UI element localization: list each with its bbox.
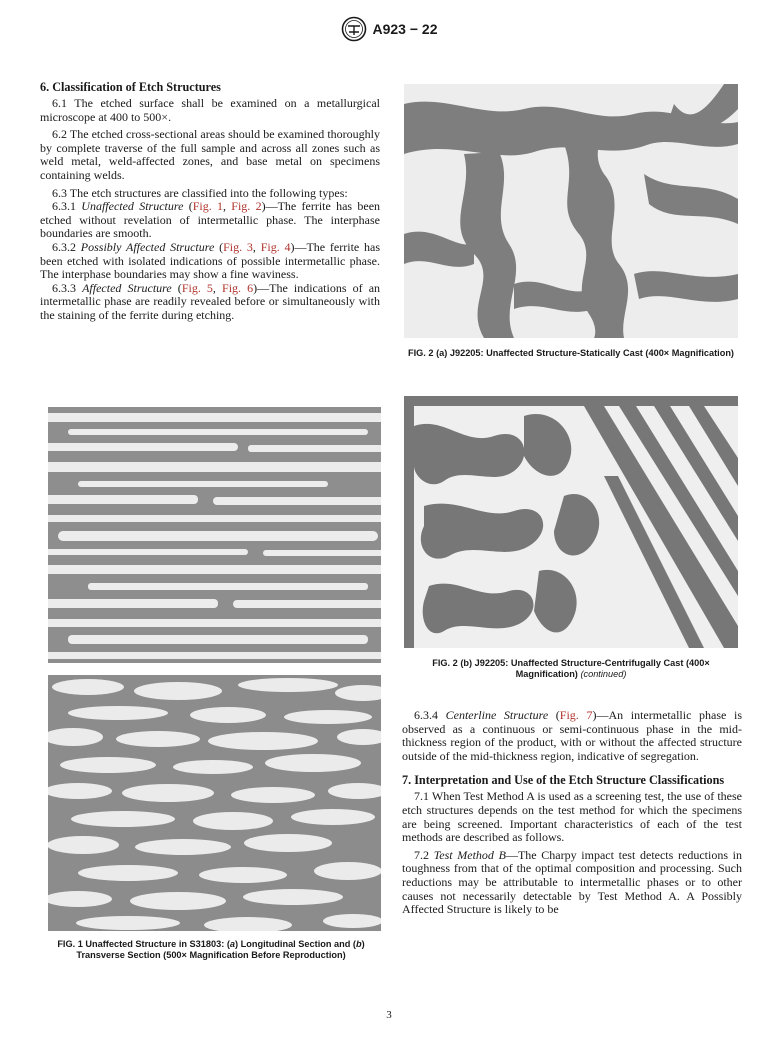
paragraph-6-1: 6.1 The etched surface shall be examined on a metallurgical microscope at 400 to 500×.: [40, 96, 380, 124]
fig-2a-micrograph: [404, 84, 738, 338]
fig-6-link[interactable]: Fig. 6: [222, 280, 254, 295]
paragraph-6-2: 6.2 The etched cross-sectional areas should be examined thoroughly by complete traverse of the full sample and across all zones such as weld metal, weld-affected zones, and base metal on specimens containing welds.: [40, 127, 380, 182]
fig-2a-caption: FIG. 2 (a) J92205: Unaffected Structure-Statically Cast (400× Magnification): [408, 348, 734, 358]
fig-4-link[interactable]: Fig. 4: [260, 239, 291, 254]
section-7-title: 7. Interpretation and Use of the Etch Structure Classifications: [402, 773, 725, 788]
fig-2b-caption: FIG. 2 (b) J92205: Unaffected Structure-Centrifugally Cast (400× Magnification) (continued): [432, 658, 710, 680]
fig-3-link[interactable]: Fig. 3: [223, 239, 253, 254]
continued-label: (continued): [580, 669, 627, 680]
paragraph-7-2: 7.2 Test Method B—The Charpy impact test detects reductions in toughness from that of the optimal composition and processing. Such reductions may be attributable to intermetallic phases or to other causes not necessarily detectable by Test Method A. A Possibly Affected Structure is likely to be: [402, 847, 743, 917]
fig-1-link[interactable]: Fig. 1: [192, 199, 223, 214]
right-column: [402, 709, 742, 917]
paragraph-7-1: 7.1 When Test Method A is used as a screening test, the use of these etch structures depends on the test method for which the specimens are being screened. Important characteristics of each of the test methods are described as follows.: [402, 789, 742, 845]
fig-7-link[interactable]: Fig. 7: [559, 708, 593, 722]
page-number: 3: [386, 1009, 392, 1021]
page-header: [0, 16, 778, 42]
fig-1b-micrograph: [48, 675, 381, 931]
paragraph-6-3-4: 6.3.4 Centerline Structure (Fig. 7)—An intermetallic phase is observed as a continuous or semi-continuous phase in the mid-thickness region of the product, with or without the affected structure outside of the mid-thickness region, indicative of segregation.: [402, 708, 742, 763]
fig-5-link[interactable]: Fig. 5: [181, 280, 213, 295]
fig-1-caption: FIG. 1 Unaffected Structure in S31803: (a) Longitudinal Section and (b) Transverse Section (500× Magnification Before Reproduction): [57, 939, 365, 961]
fig-2-link[interactable]: Fig. 2: [231, 199, 262, 214]
astm-logo-icon: [341, 16, 367, 42]
paragraph-6-3-1: 6.3.1 Unaffected Structure (Fig. 1, Fig. 2)—The ferrite has been etched without revelation of intermetallic phase. The interphase boundaries are smooth.: [40, 199, 381, 241]
section-6-title: 6. Classification of Etch Structures: [40, 80, 221, 94]
fig-1a-micrograph: [48, 407, 381, 663]
paragraph-6-3: 6.3 The etch structures are classified into the following types:: [52, 185, 348, 200]
fig-2b-micrograph: [404, 396, 738, 648]
document-id: A923 − 22: [372, 21, 438, 37]
paragraph-6-3-2: 6.3.2 Possibly Affected Structure (Fig. 3, Fig. 4)—The ferrite has been etched with isolated indications of possible intermetallic phase. The interphase boundaries may show a fine waviness.: [40, 239, 381, 282]
left-column: [40, 80, 380, 323]
paragraph-6-3-3: 6.3.3 Affected Structure (Fig. 5, Fig. 6)—The indications of an intermetallic phase are readily revealed before or simultaneously with the staining of the ferrite during etching.: [40, 280, 381, 322]
